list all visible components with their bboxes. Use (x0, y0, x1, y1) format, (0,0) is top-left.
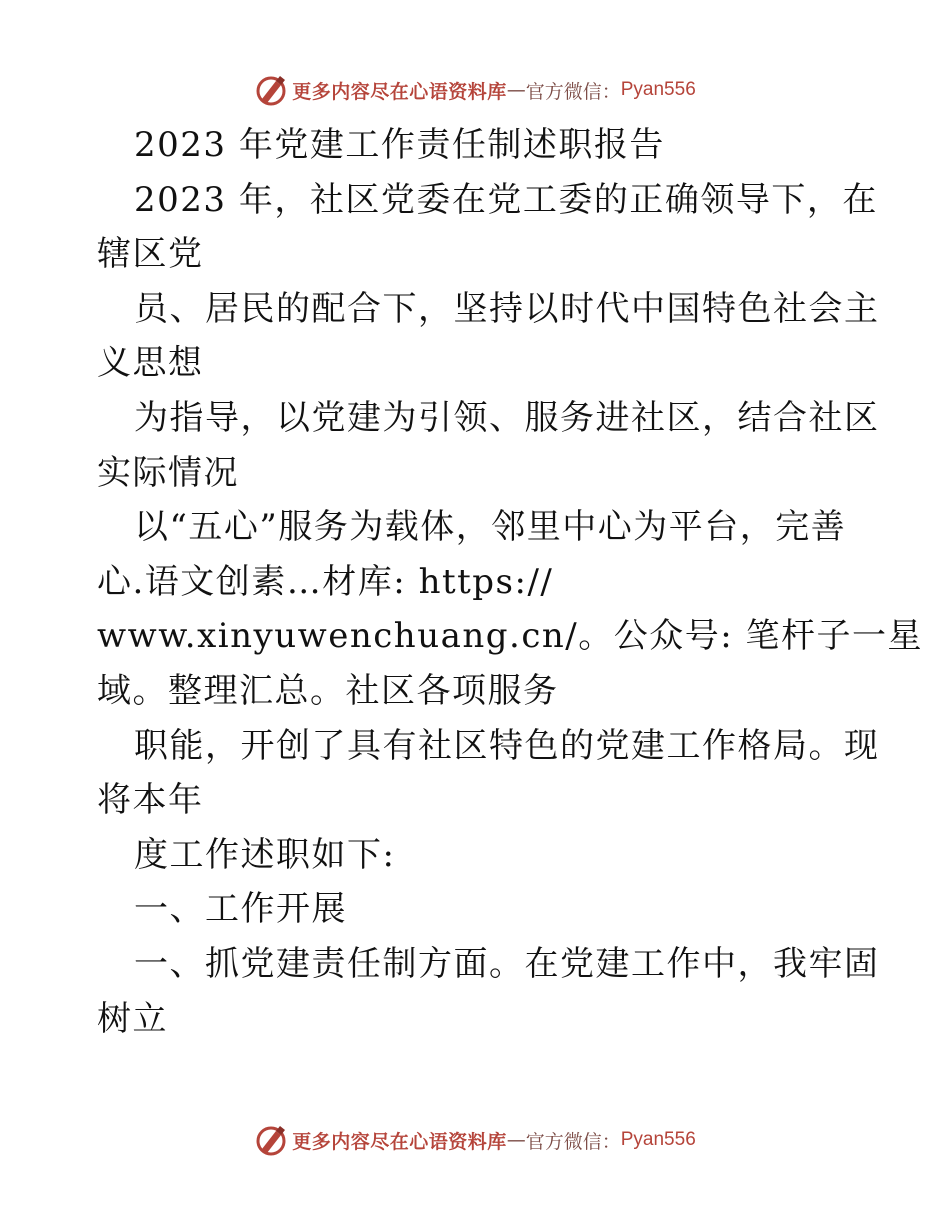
paragraph-line: 将本年 (97, 780, 204, 821)
pen-logo-icon (254, 73, 288, 107)
paragraph-line: 树立 (97, 998, 168, 1039)
watermark-separator: — (506, 79, 526, 101)
pen-logo-icon (254, 1123, 288, 1157)
watermark-wechat-label: 官方微信： (525, 80, 621, 103)
paragraph-line: 一、抓党建责任制方面。在党建工作中，我牢固 (134, 943, 880, 984)
watermark-wechat-id: Pyan556 (620, 79, 696, 100)
paragraph-line: www.xinyuwenchuang.cn/。公众号: 笔杆子一星 (97, 616, 923, 657)
paragraph-line: 实际情况 (97, 452, 239, 493)
paragraph-line: 辖区党 (97, 234, 204, 275)
document-title: 2023 年党建工作责任制述职报告 (134, 125, 665, 165)
paragraph-line: 员、居民的配合下，坚持以时代中国特色社会主 (134, 288, 880, 329)
paragraph-line: 以“五心”服务为载体，邻里中心为平台，完善 (134, 507, 847, 548)
watermark-wechat-label: 官方微信： (525, 1130, 621, 1153)
paragraph-line: 为指导，以党建为引领、服务进社区，结合社区 (134, 397, 880, 438)
paragraph-line: 2023 年，社区党委在党工委的正确领导下，在 (134, 179, 878, 220)
header-watermark (0, 70, 950, 110)
paragraph-line: 心.语文创素…材库: https:// (97, 561, 554, 602)
paragraph-line: 职能，开创了具有社区特色的党建工作格局。现 (134, 725, 880, 766)
paragraph-line: 域。整理汇总。社区各项服务 (97, 670, 559, 711)
paragraph-line: 义思想 (97, 343, 204, 384)
footer-watermark (0, 1120, 950, 1160)
watermark-wechat-id: Pyan556 (620, 1129, 696, 1150)
section-heading: 一、工作开展 (134, 889, 347, 930)
watermark-main-text: 更多内容尽在心语资料库 (292, 1130, 507, 1153)
watermark-separator: — (506, 1129, 526, 1151)
watermark-main-text: 更多内容尽在心语资料库 (292, 80, 507, 103)
document-body (97, 118, 923, 1046)
paragraph-line: 度工作述职如下: (134, 834, 396, 875)
